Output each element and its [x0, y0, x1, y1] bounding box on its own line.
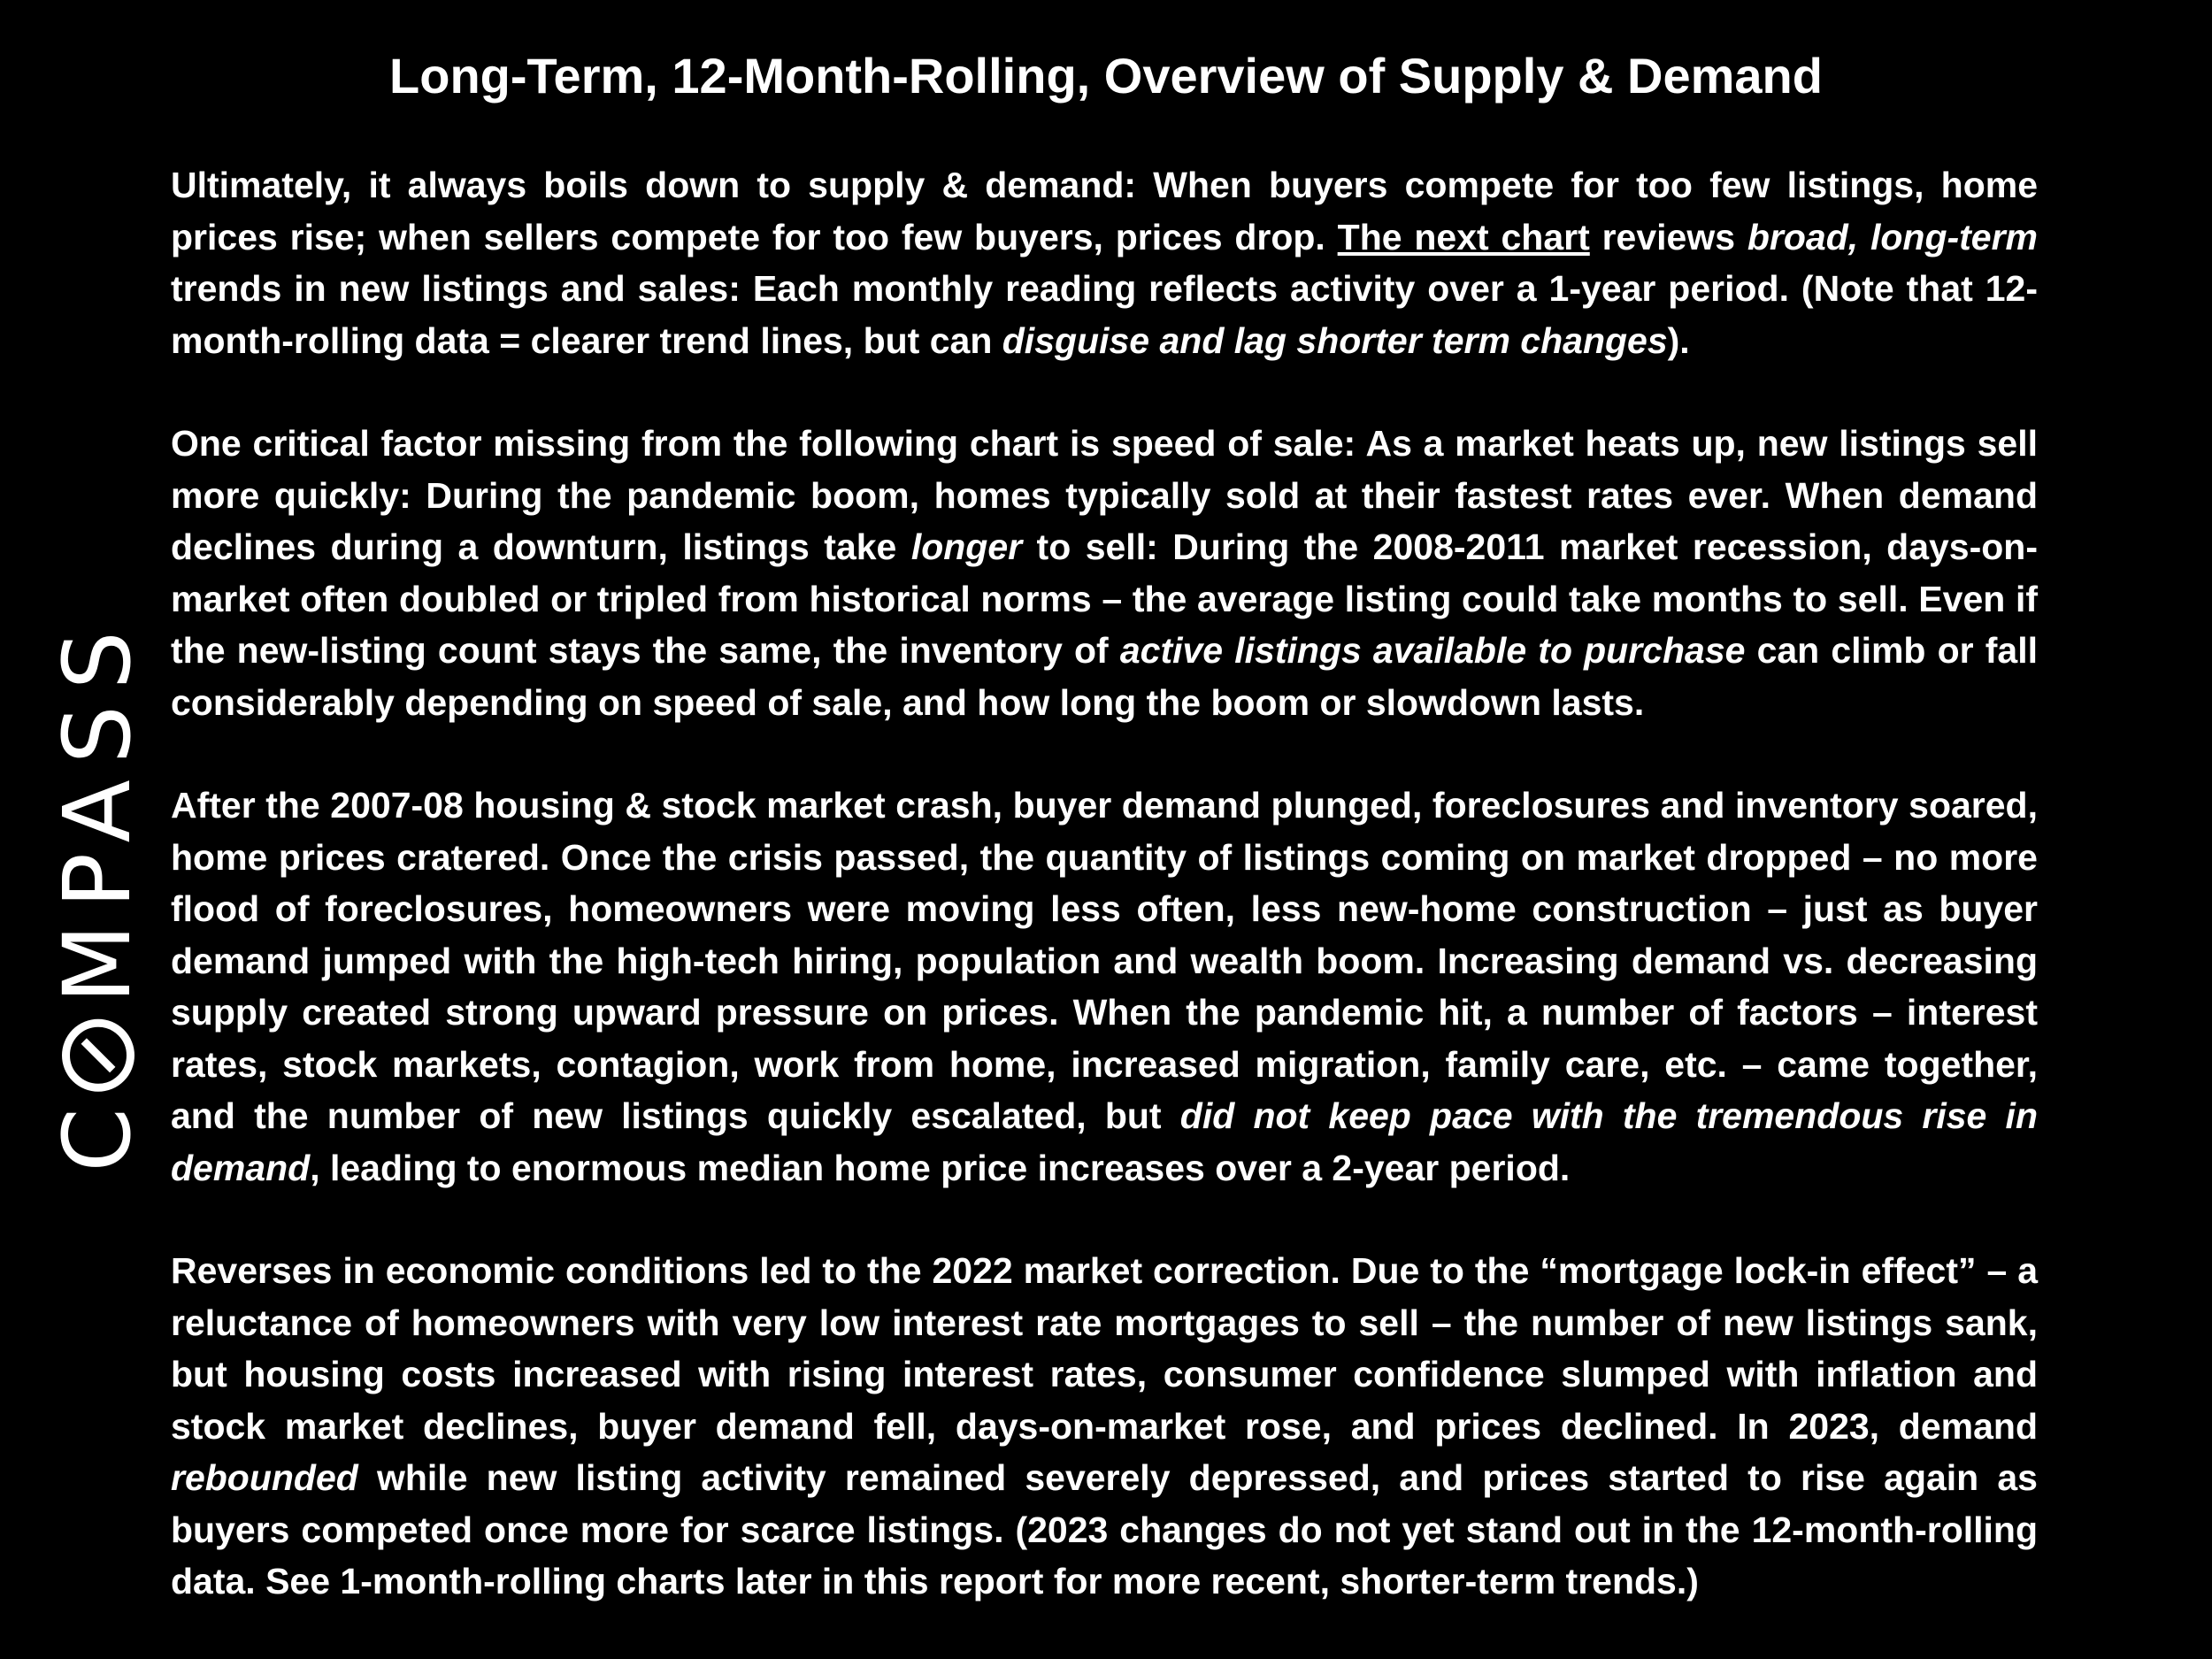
- text-segment: One critical factor missing from the following chart is speed of sale: As a market heats up, new listings sell more quickly: During the pandemic boom, homes typically sold at their fastest rates ever. When demand declines during a downturn, listings take: [171, 423, 2038, 567]
- page-title: Long-Term, 12-Month-Rolling, Overview of Supply & Demand: [389, 48, 1823, 104]
- compass-logo: [27, 602, 168, 1186]
- text-segment: reviews: [1589, 216, 1747, 257]
- text-segment: can climb or fall considerably depending on speed of sale, and how long the boom or slowdown lasts.: [171, 630, 2038, 723]
- text-segment: while new listing activity remained severely depressed, and prices started to rise again as buyers competed once more for scarce listings. (2023 changes do not yet stand out in the 12-month-rolling data. See 1-month-rolling charts later in this report for more recent, shorter-term trends.): [171, 1457, 2038, 1601]
- text-segment: ).: [1667, 319, 1690, 361]
- paragraph-supply-demand: [171, 159, 2038, 366]
- compass-logo-o-mark-icon: [62, 1019, 134, 1092]
- text-segment: longer: [910, 526, 1023, 567]
- text-segment: trends in new listings and sales: Each monthly reading reflects activity over a 1-year period. (Note that 12-month-rolling data = clearer trend lines, but can: [171, 268, 2038, 361]
- paragraph-2022-correction: [171, 1245, 2038, 1608]
- text-segment: Ultimately, it always boils down to supply & demand: When buyers compete for too few listings, home prices rise; when sellers compete for too few buyers, prices drop.: [171, 165, 2038, 257]
- text-segment: did not keep pace with the tremendous rise in demand: [171, 1095, 2038, 1188]
- compass-logo-letters-mpass: MPASS: [43, 615, 151, 1004]
- paragraph-speed-of-sale: [171, 418, 2038, 728]
- text-segment: The next chart: [1337, 216, 1590, 257]
- compass-logo-letter-c: C: [43, 1092, 151, 1172]
- compass-logo-text: [43, 615, 151, 1172]
- text-segment: disguise and lag shorter term changes: [1002, 319, 1668, 361]
- text-segment: active listings available to purchase: [1119, 630, 1746, 671]
- text-segment: After the 2007-08 housing & stock market crash, buyer demand plunged, foreclosures and inventory soared, home prices cratered. Once the crisis passed, the quantity of listings coming on market dropped – no more flood of foreclosures, homeowners were moving less often, less new-home construction – just as buyer demand jumped with the high-tech hiring, population and wealth boom. Increasing demand vs. decreasing supply created strong upward pressure on prices. When the pandemic hit, a number of factors – interest rates, stock markets, contagion, work from home, increased migration, family care, etc. – came together, and the number of new listings quickly escalated, but: [171, 785, 2038, 1136]
- text-segment: to sell: During the 2008-2011 market recession, days-on-market often doubled or tripled from historical norms – the average listing could take months to sell. Even if the new-listing count stays the same, the inventory of: [171, 526, 2039, 671]
- paragraph-crash-and-pandemic: [171, 780, 2038, 1194]
- text-segment: , leading to enormous median home price increases over a 2-year period.: [310, 1147, 1571, 1188]
- body-text: [171, 159, 2038, 1608]
- text-segment: rebounded: [171, 1457, 358, 1498]
- text-segment: Reverses in economic conditions led to the 2022 market correction. Due to the “mortgage lock-in effect” – a reluctance of homeowners with very low interest rate mortgages to sell – the number of new listings sank, but housing costs increased with rising interest rates, consumer confidence slumped with inflation and stock market declines, buyer demand fell, days-on-market rose, and prices declined. In 2023, demand: [171, 1250, 2038, 1447]
- text-segment: broad, long-term: [1747, 216, 2039, 257]
